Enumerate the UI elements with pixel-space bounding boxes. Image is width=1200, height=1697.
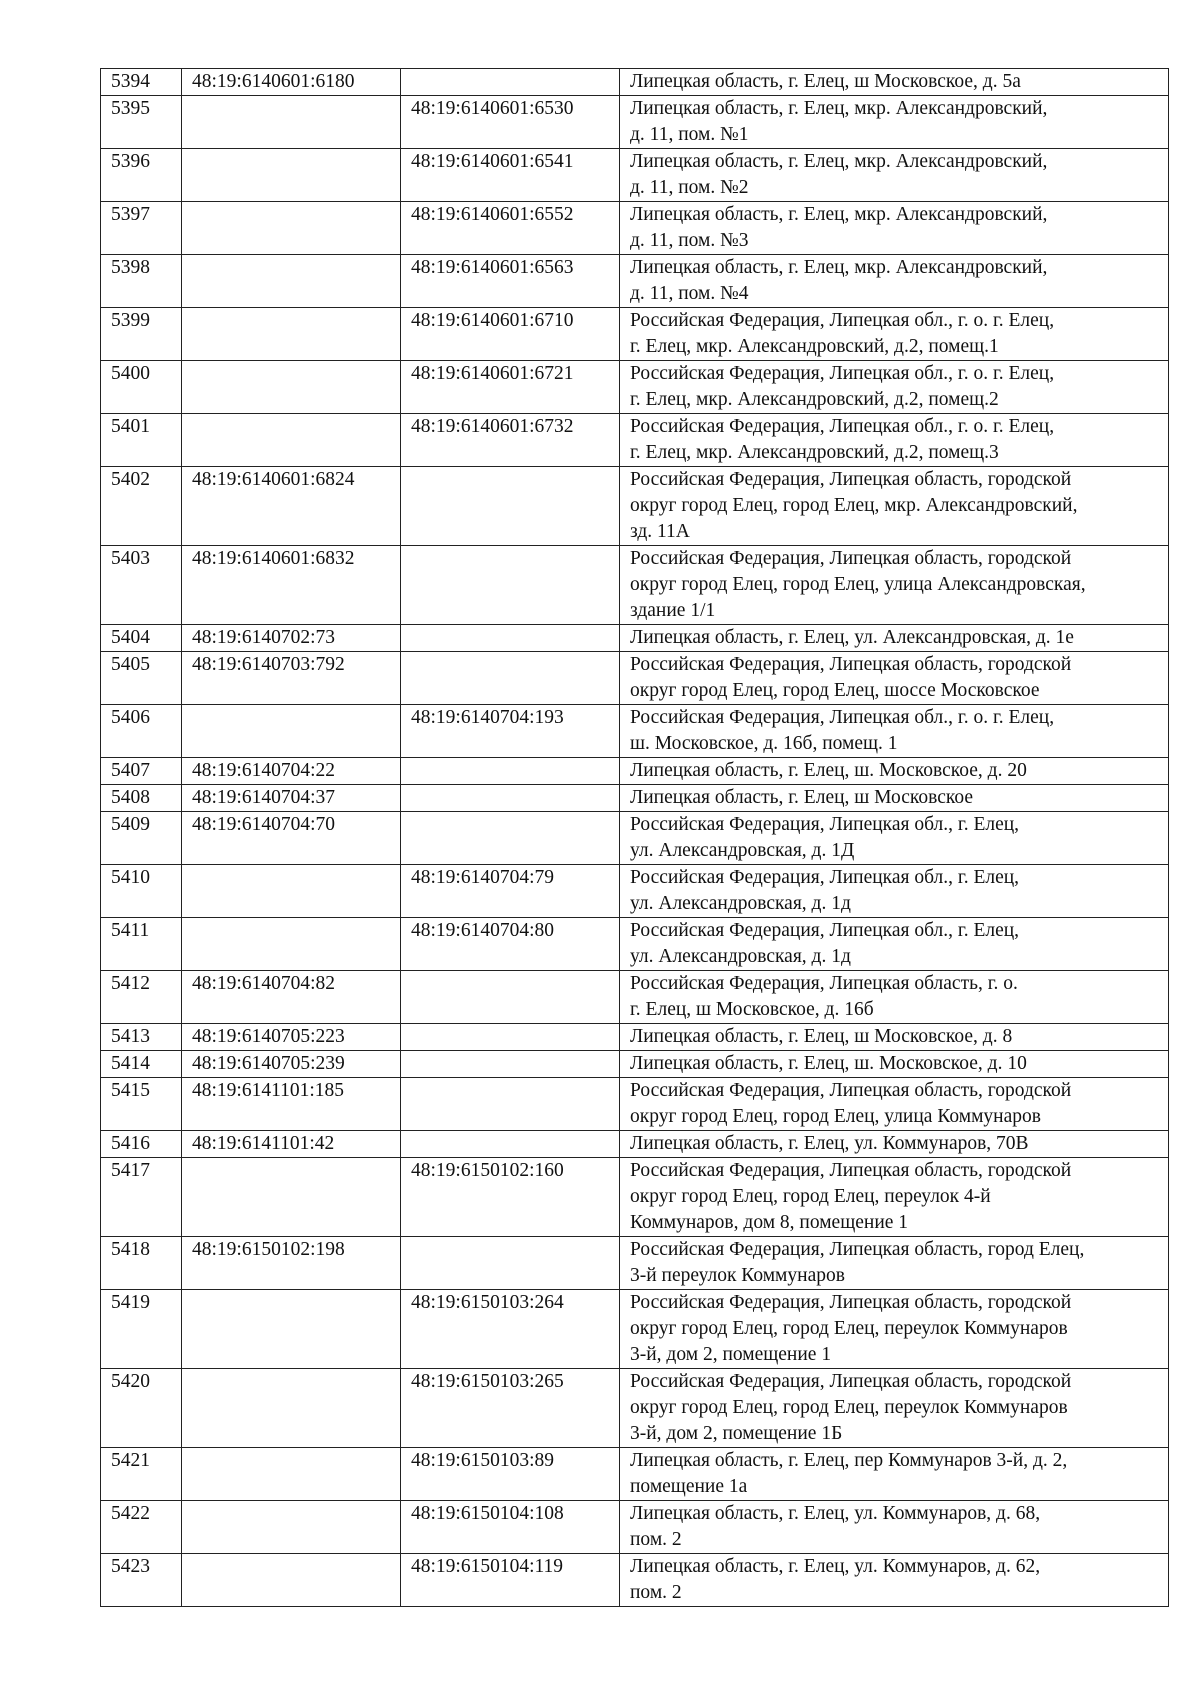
address-cell: Российская Федерация, Липецкая область, городской округ город Елец, город Елец, улица Александровская, здание 1/1 <box>620 546 1169 625</box>
address-cell: Липецкая область, г. Елец, мкр. Александровский, д. 11, пом. №2 <box>620 149 1169 202</box>
address-cell: Российская Федерация, Липецкая обл., г. о. г. Елец, г. Елец, мкр. Александровский, д.2, помещ.3 <box>620 414 1169 467</box>
object-cadastral-number-cell: 48:19:6140601:6710 <box>401 308 620 361</box>
row-number-cell: 5415 <box>101 1078 182 1131</box>
row-number-cell: 5398 <box>101 255 182 308</box>
document-page <box>100 68 1168 1607</box>
table-row <box>101 1554 1169 1607</box>
land-cadastral-number-cell: 48:19:6140704:70 <box>182 812 401 865</box>
object-cadastral-number-cell: 48:19:6140601:6721 <box>401 361 620 414</box>
table-row <box>101 1501 1169 1554</box>
object-cadastral-number-cell: 48:19:6140704:193 <box>401 705 620 758</box>
row-number-cell: 5409 <box>101 812 182 865</box>
table-row <box>101 625 1169 652</box>
land-cadastral-number-cell <box>182 705 401 758</box>
object-cadastral-number-cell: 48:19:6150104:119 <box>401 1554 620 1607</box>
row-number-cell: 5407 <box>101 758 182 785</box>
row-number-cell: 5414 <box>101 1051 182 1078</box>
object-cadastral-number-cell: 48:19:6150102:160 <box>401 1158 620 1237</box>
address-cell: Российская Федерация, Липецкая обл., г. о. г. Елец, г. Елец, мкр. Александровский, д.2, помещ.1 <box>620 308 1169 361</box>
table-row <box>101 255 1169 308</box>
land-cadastral-number-cell: 48:19:6150102:198 <box>182 1237 401 1290</box>
address-cell: Российская Федерация, Липецкая область, городской округ город Елец, город Елец, переулок Коммунаров 3-й, дом 2, помещение 1Б <box>620 1369 1169 1448</box>
object-cadastral-number-cell <box>401 546 620 625</box>
row-number-cell: 5421 <box>101 1448 182 1501</box>
address-cell: Российская Федерация, Липецкая область, городской округ город Елец, город Елец, улица Коммунаров <box>620 1078 1169 1131</box>
land-cadastral-number-cell: 48:19:6141101:185 <box>182 1078 401 1131</box>
table-row <box>101 69 1169 96</box>
land-cadastral-number-cell <box>182 1448 401 1501</box>
object-cadastral-number-cell <box>401 1024 620 1051</box>
table-row <box>101 96 1169 149</box>
land-cadastral-number-cell <box>182 865 401 918</box>
row-number-cell: 5401 <box>101 414 182 467</box>
table-row <box>101 918 1169 971</box>
address-cell: Российская Федерация, Липецкая область, городской округ город Елец, город Елец, шоссе Московское <box>620 652 1169 705</box>
table-row <box>101 546 1169 625</box>
row-number-cell: 5395 <box>101 96 182 149</box>
table-row <box>101 865 1169 918</box>
land-cadastral-number-cell <box>182 308 401 361</box>
land-cadastral-number-cell: 48:19:6140702:73 <box>182 625 401 652</box>
address-cell: Липецкая область, г. Елец, ш Московское, д. 5а <box>620 69 1169 96</box>
object-cadastral-number-cell <box>401 785 620 812</box>
land-cadastral-number-cell <box>182 414 401 467</box>
address-cell: Российская Федерация, Липецкая обл., г. о. г. Елец, г. Елец, мкр. Александровский, д.2, помещ.2 <box>620 361 1169 414</box>
land-cadastral-number-cell: 48:19:6140601:6832 <box>182 546 401 625</box>
row-number-cell: 5413 <box>101 1024 182 1051</box>
object-cadastral-number-cell <box>401 812 620 865</box>
address-cell: Российская Федерация, Липецкая область, городской округ город Елец, город Елец, переулок Коммунаров 3-й, дом 2, помещение 1 <box>620 1290 1169 1369</box>
object-cadastral-number-cell <box>401 69 620 96</box>
address-cell: Липецкая область, г. Елец, ул. Александровская, д. 1е <box>620 625 1169 652</box>
address-cell: Российская Федерация, Липецкая область, городской округ город Елец, город Елец, мкр. Александровский, зд. 11А <box>620 467 1169 546</box>
table-row <box>101 1290 1169 1369</box>
address-cell: Российская Федерация, Липецкая область, г. о. г. Елец, ш Московское, д. 16б <box>620 971 1169 1024</box>
object-cadastral-number-cell: 48:19:6140704:80 <box>401 918 620 971</box>
object-cadastral-number-cell <box>401 1078 620 1131</box>
land-cadastral-number-cell <box>182 1501 401 1554</box>
land-cadastral-number-cell: 48:19:6140703:792 <box>182 652 401 705</box>
row-number-cell: 5423 <box>101 1554 182 1607</box>
address-cell: Липецкая область, г. Елец, мкр. Александровский, д. 11, пом. №1 <box>620 96 1169 149</box>
row-number-cell: 5400 <box>101 361 182 414</box>
row-number-cell: 5420 <box>101 1369 182 1448</box>
table-row <box>101 812 1169 865</box>
address-cell: Липецкая область, г. Елец, ул. Коммунаров, д. 68, пом. 2 <box>620 1501 1169 1554</box>
row-number-cell: 5403 <box>101 546 182 625</box>
land-cadastral-number-cell: 48:19:6141101:42 <box>182 1131 401 1158</box>
address-cell: Российская Федерация, Липецкая обл., г. Елец, ул. Александровская, д. 1Д <box>620 812 1169 865</box>
table-row <box>101 1369 1169 1448</box>
address-cell: Липецкая область, г. Елец, ш. Московское, д. 10 <box>620 1051 1169 1078</box>
row-number-cell: 5416 <box>101 1131 182 1158</box>
table-row <box>101 149 1169 202</box>
object-cadastral-number-cell: 48:19:6150103:264 <box>401 1290 620 1369</box>
table-row <box>101 1078 1169 1131</box>
land-cadastral-number-cell <box>182 1369 401 1448</box>
land-cadastral-number-cell <box>182 202 401 255</box>
row-number-cell: 5408 <box>101 785 182 812</box>
object-cadastral-number-cell <box>401 1131 620 1158</box>
table-row <box>101 652 1169 705</box>
address-cell: Российская Федерация, Липецкая обл., г. Елец, ул. Александровская, д. 1д <box>620 918 1169 971</box>
land-cadastral-number-cell <box>182 918 401 971</box>
land-cadastral-number-cell: 48:19:6140704:82 <box>182 971 401 1024</box>
land-cadastral-number-cell: 48:19:6140705:239 <box>182 1051 401 1078</box>
land-cadastral-number-cell: 48:19:6140601:6180 <box>182 69 401 96</box>
row-number-cell: 5402 <box>101 467 182 546</box>
object-cadastral-number-cell <box>401 758 620 785</box>
table-row <box>101 1131 1169 1158</box>
address-cell: Липецкая область, г. Елец, мкр. Александровский, д. 11, пом. №3 <box>620 202 1169 255</box>
address-cell: Липецкая область, г. Елец, ш. Московское, д. 20 <box>620 758 1169 785</box>
address-cell: Липецкая область, г. Елец, мкр. Александровский, д. 11, пом. №4 <box>620 255 1169 308</box>
land-cadastral-number-cell <box>182 1554 401 1607</box>
row-number-cell: 5396 <box>101 149 182 202</box>
row-number-cell: 5405 <box>101 652 182 705</box>
object-cadastral-number-cell: 48:19:6140704:79 <box>401 865 620 918</box>
object-cadastral-number-cell <box>401 971 620 1024</box>
land-cadastral-number-cell <box>182 96 401 149</box>
registry-table-body <box>101 69 1169 1607</box>
table-row <box>101 758 1169 785</box>
land-cadastral-number-cell <box>182 149 401 202</box>
object-cadastral-number-cell: 48:19:6150103:265 <box>401 1369 620 1448</box>
row-number-cell: 5410 <box>101 865 182 918</box>
table-row <box>101 1448 1169 1501</box>
land-cadastral-number-cell: 48:19:6140704:22 <box>182 758 401 785</box>
row-number-cell: 5394 <box>101 69 182 96</box>
address-cell: Российская Федерация, Липецкая обл., г. Елец, ул. Александровская, д. 1д <box>620 865 1169 918</box>
table-row <box>101 1024 1169 1051</box>
row-number-cell: 5422 <box>101 1501 182 1554</box>
row-number-cell: 5412 <box>101 971 182 1024</box>
table-row <box>101 308 1169 361</box>
object-cadastral-number-cell <box>401 467 620 546</box>
object-cadastral-number-cell <box>401 652 620 705</box>
address-cell: Липецкая область, г. Елец, ул. Коммунаров, д. 62, пом. 2 <box>620 1554 1169 1607</box>
table-row <box>101 785 1169 812</box>
table-row <box>101 467 1169 546</box>
row-number-cell: 5399 <box>101 308 182 361</box>
land-cadastral-number-cell: 48:19:6140704:37 <box>182 785 401 812</box>
object-cadastral-number-cell <box>401 1237 620 1290</box>
object-cadastral-number-cell: 48:19:6140601:6563 <box>401 255 620 308</box>
land-cadastral-number-cell: 48:19:6140705:223 <box>182 1024 401 1051</box>
row-number-cell: 5411 <box>101 918 182 971</box>
table-row <box>101 971 1169 1024</box>
address-cell: Российская Федерация, Липецкая область, город Елец, 3-й переулок Коммунаров <box>620 1237 1169 1290</box>
land-cadastral-number-cell <box>182 1290 401 1369</box>
address-cell: Российская Федерация, Липецкая обл., г. о. г. Елец, ш. Московское, д. 16б, помещ. 1 <box>620 705 1169 758</box>
row-number-cell: 5418 <box>101 1237 182 1290</box>
table-row <box>101 202 1169 255</box>
address-cell: Липецкая область, г. Елец, пер Коммунаров 3-й, д. 2, помещение 1а <box>620 1448 1169 1501</box>
address-cell: Липецкая область, г. Елец, ул. Коммунаров, 70В <box>620 1131 1169 1158</box>
table-row <box>101 705 1169 758</box>
land-cadastral-number-cell: 48:19:6140601:6824 <box>182 467 401 546</box>
registry-table <box>100 68 1169 1607</box>
table-row <box>101 1158 1169 1237</box>
address-cell: Российская Федерация, Липецкая область, городской округ город Елец, город Елец, переулок 4-й Коммунаров, дом 8, помещение 1 <box>620 1158 1169 1237</box>
table-row <box>101 1237 1169 1290</box>
address-cell: Липецкая область, г. Елец, ш Московское <box>620 785 1169 812</box>
object-cadastral-number-cell <box>401 1051 620 1078</box>
row-number-cell: 5419 <box>101 1290 182 1369</box>
object-cadastral-number-cell: 48:19:6150104:108 <box>401 1501 620 1554</box>
table-row <box>101 414 1169 467</box>
address-cell: Липецкая область, г. Елец, ш Московское, д. 8 <box>620 1024 1169 1051</box>
object-cadastral-number-cell: 48:19:6140601:6552 <box>401 202 620 255</box>
row-number-cell: 5417 <box>101 1158 182 1237</box>
land-cadastral-number-cell <box>182 255 401 308</box>
row-number-cell: 5404 <box>101 625 182 652</box>
object-cadastral-number-cell: 48:19:6140601:6541 <box>401 149 620 202</box>
land-cadastral-number-cell <box>182 361 401 414</box>
row-number-cell: 5397 <box>101 202 182 255</box>
row-number-cell: 5406 <box>101 705 182 758</box>
object-cadastral-number-cell: 48:19:6150103:89 <box>401 1448 620 1501</box>
object-cadastral-number-cell: 48:19:6140601:6530 <box>401 96 620 149</box>
object-cadastral-number-cell: 48:19:6140601:6732 <box>401 414 620 467</box>
land-cadastral-number-cell <box>182 1158 401 1237</box>
object-cadastral-number-cell <box>401 625 620 652</box>
table-row <box>101 1051 1169 1078</box>
table-row <box>101 361 1169 414</box>
